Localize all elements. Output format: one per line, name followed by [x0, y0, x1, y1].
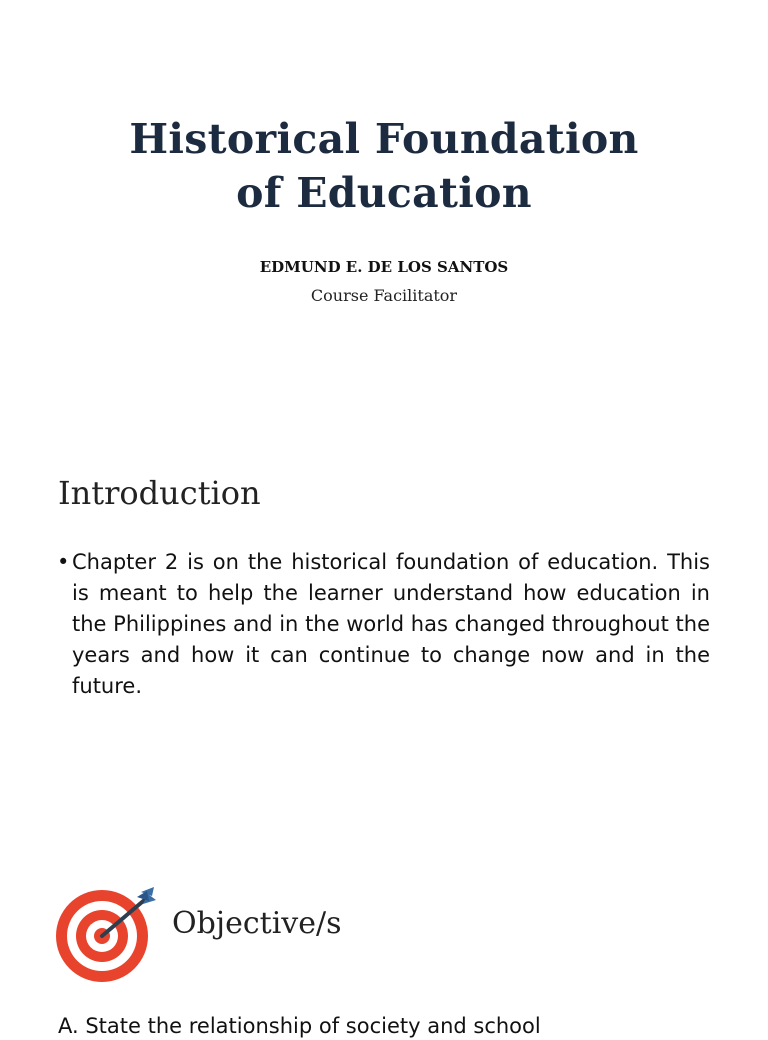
title-line-2: of Education	[236, 169, 532, 217]
introduction-slide	[0, 430, 768, 850]
title-slide	[0, 0, 768, 430]
introduction-bullet	[57, 547, 710, 702]
objective-item: A. State the relationship of society and school	[58, 1014, 541, 1038]
introduction-bullet-text: Chapter 2 is on the historical foundation of education. This is meant to help the learner understand how education in the Philippines and in the world has changed throughout the years and how it can continue to change now and in the future.	[72, 550, 710, 698]
title-line-1: Historical Foundation	[129, 115, 639, 163]
document-title	[40, 112, 728, 220]
target-icon	[44, 884, 160, 984]
author-name: EDMUND E. DE LOS SANTOS	[259, 258, 509, 276]
introduction-heading: Introduction	[58, 474, 261, 512]
objectives-heading: Objective/s	[172, 906, 342, 941]
author-role: Course Facilitator	[310, 286, 458, 305]
introduction-bullets	[57, 547, 710, 702]
objectives-slide	[0, 880, 768, 990]
bullet-marker: •	[57, 550, 70, 574]
